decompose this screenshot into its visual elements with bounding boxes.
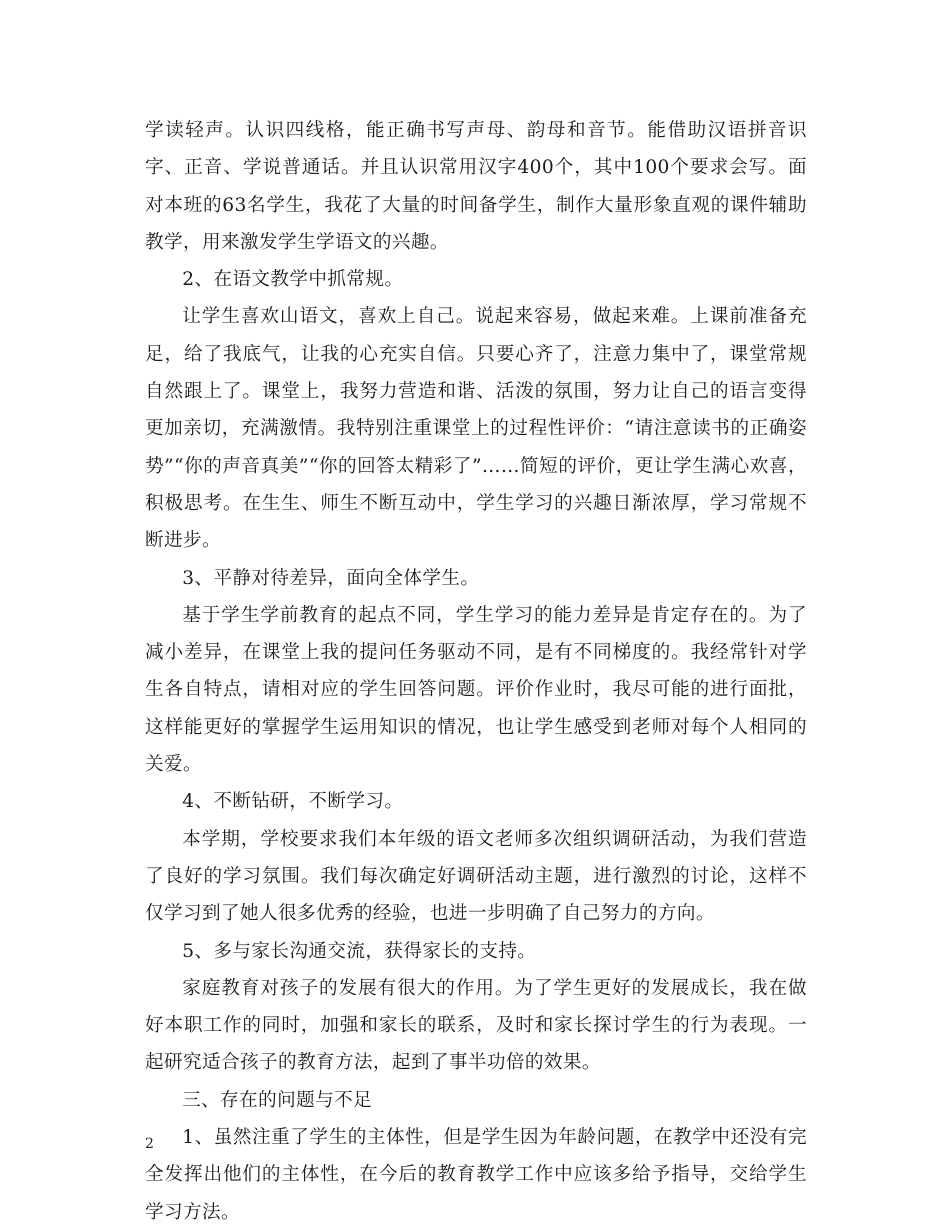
paragraph: 本学期，学校要求我们本年级的语文老师多次组织调研活动，为我们营造了良好的学习氛围。我们每次确定好调研活动主题，进行激烈的讨论，这样不仅学习到了她人很多优秀的经验，也进一步明确了自己努力的方向。	[145, 828, 807, 925]
paragraph: 基于学生学前教育的起点不同，学生学习的能力差异是肯定存在的。为了减小差异，在课堂上我的提问任务驱动不同，是有不同梯度的。我经常针对学生各自特点，请相对应的学生回答问题。评价作业时，我尽可能的进行面批，这样能更好的掌握学生运用知识的情况，也让学生感受到老师对每个人相同的关爱。	[145, 604, 807, 776]
section-heading: 4、不断钻研，不断学习。	[182, 791, 404, 813]
section-heading: 5、多与家长沟通交流，获得家长的支持。	[182, 940, 537, 962]
paragraph: 让学生喜欢山语文，喜欢上自己。说起来容易，做起来难。上课前准备充足，给了我底气，让我的心充实自信。只要心齐了，注意力集中了，课堂常规自然跟上了。课堂上，我努力营造和谐、活泼的氛围，努力让自己的语言变得更加亲切，充满激情。我特别注重课堂上的过程性评价：“请注意读书的正确姿势”“你的声音真美”“你的回答太精彩了”……简短的评价，更让学生满心欢喜，积极思考。在生生、师生不断互动中，学生学习的兴趣日渐浓厚，学习常规不断进步。	[145, 306, 807, 552]
page-number: 2	[145, 1136, 154, 1152]
paragraph: 1、虽然注重了学生的主体性，但是学生因为年龄问题，在教学中还没有完全发挥出他们的主体性，在今后的教育教学工作中应该多给予指导，交给学生学习方法。	[145, 1127, 807, 1223]
document-body	[145, 112, 807, 1231]
section-heading: 三、存在的问题与不足	[182, 1089, 373, 1111]
section-heading: 3、平静对待差异，面向全体学生。	[182, 567, 480, 589]
section-heading: 2、在语文教学中抓常规。	[182, 269, 404, 291]
paragraph: 学读轻声。认识四线格，能正确书写声母、韵母和音节。能借助汉语拼音识字、正音、学说普通话。并且认识常用汉字400个，其中100个要求会写。面对本班的63名学生，我花了大量的时间备学生，制作大量形象直观的课件辅助教学，用来激发学生学语文的兴趣。	[145, 120, 807, 253]
paragraph: 家庭教育对孩子的发展有很大的作用。为了学生更好的发展成长，我在做好本职工作的同时，加强和家长的联系，及时和家长探讨学生的行为表现。一起研究适合孩子的教育方法，起到了事半功倍的效果。	[145, 977, 807, 1074]
